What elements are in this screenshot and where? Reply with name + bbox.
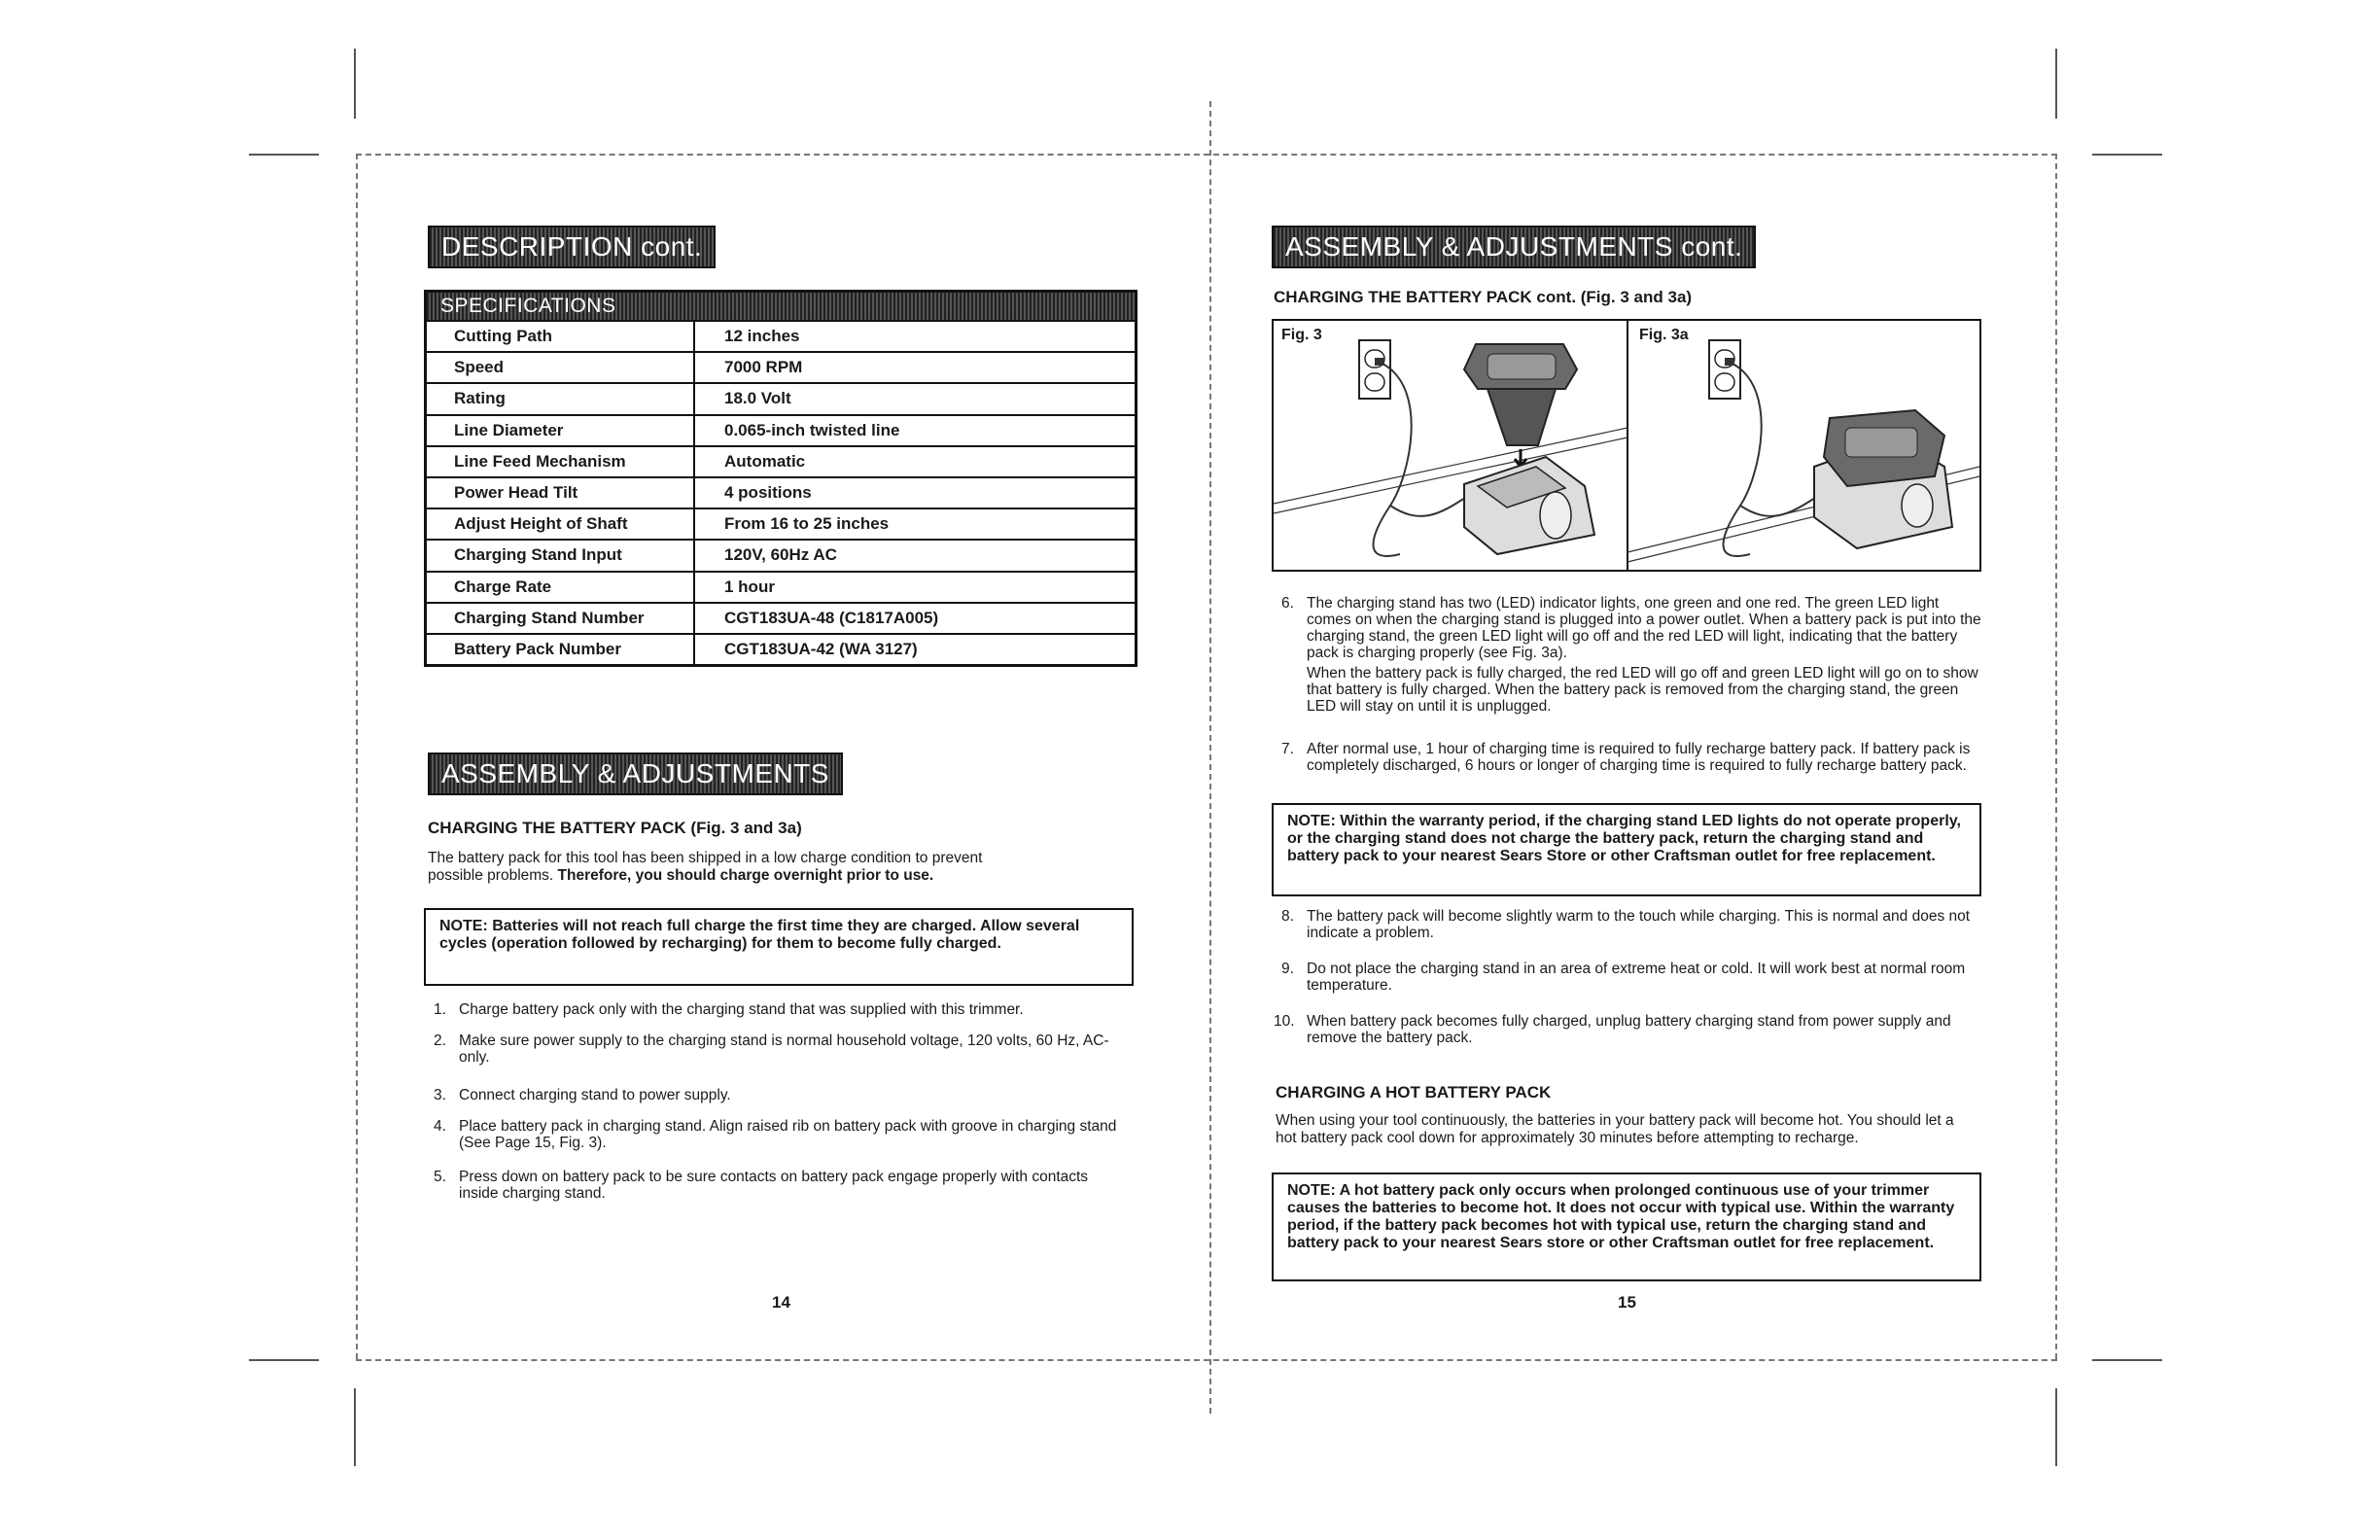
spec-value: 18.0 Volt	[724, 389, 791, 408]
spec-value: From 16 to 25 inches	[724, 514, 890, 534]
spec-value: CGT183UA-42 (WA 3127)	[724, 639, 918, 658]
charging-heading: CHARGING THE BATTERY PACK (Fig. 3 and 3a)	[428, 819, 802, 837]
step-number: 10.	[1274, 1013, 1295, 1030]
step-number: 6.	[1281, 595, 1294, 612]
spec-label: Line Feed Mechanism	[427, 447, 695, 476]
figure-charging-stand	[1272, 319, 1981, 572]
spec-label: Battery Pack Number	[427, 635, 695, 664]
spec-label: Rating	[427, 384, 695, 413]
step-3-text: Connect charging stand to power supply.	[459, 1087, 731, 1103]
step-10-text: When battery pack becomes fully charged, unplug battery charging stand from power supply and remove the battery pack.	[1307, 1013, 1951, 1046]
hot-battery-heading: CHARGING A HOT BATTERY PACK	[1276, 1083, 1552, 1102]
step-number: 8.	[1281, 908, 1294, 925]
spec-value: 7000 RPM	[724, 358, 803, 377]
step-4	[434, 1118, 1128, 1151]
spec-row	[427, 382, 1135, 413]
step-4-text: Place battery pack in charging stand. Align raised rib on battery pack with groove in charging stand (See Page 15, Fig. 3).	[459, 1118, 1117, 1151]
step-9-text: Do not place the charging stand in an area of extreme heat or cold. It will work best at normal room temperature.	[1307, 961, 1966, 994]
charging-stand-with-battery-icon	[1814, 410, 1952, 548]
specifications-header: SPECIFICATIONS	[427, 293, 1135, 320]
specifications-table	[424, 290, 1138, 667]
step-number: 1.	[434, 1001, 446, 1018]
section-title-assembly: ASSEMBLY & ADJUSTMENTS	[428, 752, 843, 795]
spec-row	[427, 320, 1135, 351]
spec-label: Charge Rate	[427, 573, 695, 602]
step-1-text: Charge battery pack only with the charging stand that was supplied with this trimmer.	[459, 1001, 1024, 1018]
step-number: 5.	[434, 1169, 446, 1185]
spec-value: 12 inches	[724, 327, 800, 346]
step-1	[434, 1001, 1128, 1018]
fig-3a-label: Fig. 3a	[1639, 327, 1689, 343]
spec-label: Line Diameter	[427, 416, 695, 445]
note-batteries: NOTE: Batteries will not reach full charge the first time they are charged. Allow several cycles (operation followed by recharging) for them to become fully charged.	[424, 908, 1134, 986]
spec-row	[427, 539, 1135, 570]
page-number-right: 15	[1618, 1293, 1636, 1312]
spec-row	[427, 351, 1135, 382]
crop-mark	[249, 1359, 319, 1361]
spec-row	[427, 602, 1135, 633]
step-number: 2.	[434, 1032, 446, 1049]
crop-mark	[2055, 49, 2057, 119]
spec-row	[427, 633, 1135, 664]
spec-label: Power Head Tilt	[427, 478, 695, 508]
spec-label: Speed	[427, 353, 695, 382]
step-2	[434, 1032, 1128, 1066]
fig-3-label: Fig. 3	[1281, 327, 1322, 343]
step-number: 9.	[1281, 961, 1294, 977]
spec-row	[427, 476, 1135, 508]
step-7	[1281, 741, 1981, 774]
spec-row	[427, 571, 1135, 602]
spec-value: 0.065-inch twisted line	[724, 420, 900, 439]
step-7-text: After normal use, 1 hour of charging time is required to fully recharge battery pack. If battery pack is completely discharged, 6 hours or longer of charging time is required to fully recharge battery pack.	[1307, 741, 1971, 774]
trim-line-top	[356, 154, 2057, 156]
spec-label: Cutting Path	[427, 322, 695, 351]
battery-pack-icon	[1464, 344, 1577, 467]
step-6	[1281, 595, 1981, 715]
step-5	[434, 1169, 1128, 1202]
hot-battery-paragraph: When using your tool continuously, the batteries in your battery pack will become hot. You should let a hot battery pack cool down for approximately 30 minutes before attempting to recharge.	[1276, 1112, 1954, 1146]
step-number: 3.	[434, 1087, 446, 1103]
step-number: 4.	[434, 1118, 446, 1135]
intro-paragraph	[428, 850, 1128, 885]
note-warranty-led: NOTE: Within the warranty period, if the charging stand LED lights do not operate properly, or the charging stand does not charge the battery pack, return the charging stand and battery pack to your nearest Sears Store or other Craftsman outlet for free replacement.	[1272, 803, 1981, 896]
trim-line-right	[2055, 154, 2057, 1359]
spec-value: Automatic	[724, 451, 806, 471]
spec-label: Adjust Height of Shaft	[427, 509, 695, 539]
crop-mark	[2092, 154, 2162, 156]
step-9	[1281, 961, 1981, 994]
step-6-text: The charging stand has two (LED) indicator lights, one green and one red. The green LED light comes on when the charging stand is plugged into a power outlet. When a battery pack is put into the charging stand, the green LED light will go off and the red LED will light, indicating that the battery pack is charging properly (see Fig. 3a).	[1307, 595, 1981, 661]
page-number-left: 14	[772, 1293, 790, 1312]
step-3	[434, 1087, 1128, 1103]
step-number: 7.	[1281, 741, 1294, 757]
crop-mark	[354, 49, 356, 119]
spec-value: 1 hour	[724, 577, 775, 596]
crop-mark	[2055, 1388, 2057, 1466]
wall-outlet-icon	[1709, 340, 1740, 399]
intro-line-1: The battery pack for this tool has been shipped in a low charge condition to prevent	[428, 850, 983, 866]
step-2-text: Make sure power supply to the charging stand is normal household voltage, 120 volts, 60 Hz, AC-only.	[459, 1032, 1109, 1066]
step-6-text-continued: When the battery pack is fully charged, the red LED will go off and green LED light will go on to show that battery is fully charged. When the battery pack is removed from the charging stand, the green LED will stay on until it is unplugged.	[1307, 665, 1978, 715]
section-title-assembly-cont: ASSEMBLY & ADJUSTMENTS cont.	[1272, 226, 1756, 268]
center-fold-line	[1209, 101, 1211, 1414]
step-8	[1281, 908, 1981, 941]
intro-emphasis: Therefore, you should charge overnight prior to use.	[557, 867, 934, 884]
step-8-text: The battery pack will become slightly warm to the touch while charging. This is normal and does not indicate a problem.	[1307, 908, 1971, 941]
crop-mark	[354, 1388, 356, 1466]
wall-outlet-icon	[1359, 340, 1390, 399]
intro-line-2: possible problems.	[428, 867, 558, 884]
section-title-description: DESCRIPTION cont.	[428, 226, 716, 268]
crop-mark	[2092, 1359, 2162, 1361]
trim-line-left	[356, 154, 358, 1359]
crop-mark	[249, 154, 319, 156]
spec-label: Charging Stand Number	[427, 604, 695, 633]
spec-label: Charging Stand Input	[427, 541, 695, 570]
spec-row	[427, 414, 1135, 445]
step-10	[1274, 1013, 1981, 1046]
step-5-text: Press down on battery pack to be sure contacts on battery pack engage properly with contacts inside charging stand.	[459, 1169, 1089, 1202]
spec-row	[427, 445, 1135, 476]
trim-line-bottom	[356, 1359, 2057, 1361]
charging-cont-heading: CHARGING THE BATTERY PACK cont. (Fig. 3 and 3a)	[1274, 288, 1693, 306]
charging-stand-icon	[1464, 457, 1594, 554]
spec-value: 4 positions	[724, 483, 812, 503]
charger-illustration	[1274, 321, 1979, 570]
spec-value: CGT183UA-48 (C1817A005)	[724, 608, 939, 627]
note-hot-battery: NOTE: A hot battery pack only occurs when prolonged continuous use of your trimmer causes the batteries to become hot. It does not occur with typical use. Within the warranty period, if the battery pack becomes hot with typical use, return the charging stand and battery pack to your nearest Sears store or other Craftsman outlet for free replacement.	[1272, 1172, 1981, 1281]
spec-row	[427, 508, 1135, 539]
spec-value: 120V, 60Hz AC	[724, 545, 837, 565]
